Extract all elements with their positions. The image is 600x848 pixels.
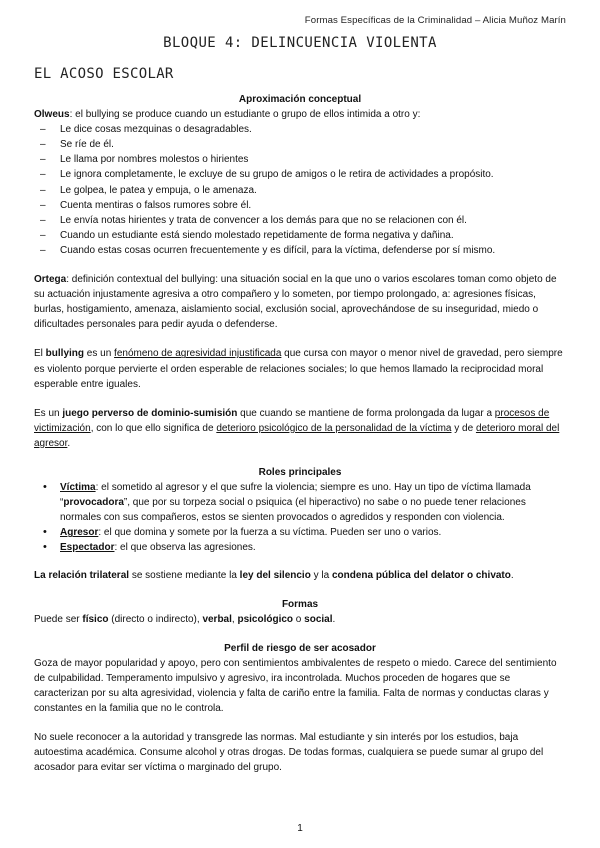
perfil-paragraph-1: Goza de mayor popularidad y apoyo, pero con sentimientos ambivalentes de respeto o miedo. Carece del sentimiento de culpabilidad. Temperamento impulsivo y agresivo, ira incontrolada. Muchos proceden de hogares que se caracterizan por su alta agresividad, violencia y falta de cariño entre la familia. Falta de normas y conductas claras y constantes en la familia que no le controla. (34, 657, 557, 715)
espectador-label: Espectador (60, 542, 115, 554)
list-item: – Le llama por nombres molestos o hirientes (34, 152, 566, 167)
text: : el que observa las agresiones. (114, 542, 256, 554)
list-item: – Le ignora completamente, le excluye de su grupo de amigos o le retira de actividades a propósito. (34, 167, 566, 182)
text-bold: La relación trilateral (34, 569, 130, 581)
list-item: – Cuenta mentiras o falsos rumores sobre él. (34, 198, 566, 213)
text-bold: juego perverso de dominio-sumisión (62, 407, 238, 419)
agresor-label: Agresor (60, 527, 99, 539)
list-item: – Le envía notas hirientes y trata de convencer a los demás para que no se relacionen con él. (34, 213, 566, 228)
text-bold: bullying (45, 348, 85, 360)
page-number: 1 (297, 823, 303, 834)
perfil-paragraph-2: No suele reconocer a la autoridad y transgrede las normas. Mal estudiante y sin interés por los estudios, baja autoestima académica. Consume alcohol y otras drogas. De todas formas, cualquiera se puede sumar al grupo del acosador para evitar ser víctima o marginado del grupo. (34, 732, 544, 774)
text-underlined: deterioro moral del agresor (34, 422, 560, 449)
text: : el sometido al agresor y el que sufre la violencia; siempre es uno. Hay un tipo de víctima llamada “ (60, 482, 531, 509)
list-item: – Cuando un estudiante está siendo molestado repetidamente de forma negativa y dañina. (34, 228, 566, 243)
text: o (293, 613, 305, 625)
spacer (34, 258, 566, 272)
spacer (34, 583, 566, 597)
text-bold: psicológico (237, 613, 294, 625)
section-title: EL ACOSO ESCOLAR (34, 66, 174, 82)
list-item: – Se ríe de él. (34, 137, 566, 152)
text: se sostiene mediante la (129, 569, 240, 581)
spacer (34, 392, 566, 406)
olweus-list (34, 122, 566, 258)
trilateral-paragraph (34, 568, 566, 583)
text: y de (451, 422, 476, 434)
text: es un (84, 348, 115, 360)
text-bold: condena pública del delator o chivato (331, 569, 511, 581)
text-underlined: fenómeno de agresividad injustificada (114, 348, 282, 360)
olweus-name: Olweus (34, 109, 70, 121)
heading-perfil: Perfil de riesgo de ser acosador (224, 642, 376, 654)
text-bold: físico (82, 613, 109, 625)
text: . (67, 437, 71, 449)
spacer (34, 451, 566, 465)
text-underlined: procesos de victimización (34, 407, 550, 434)
list-item: – Le golpea, le patea y empuja, o le amenaza. (34, 183, 566, 198)
text-bold: provocadora (63, 497, 124, 509)
text-bold: verbal (202, 613, 232, 625)
block-title: BLOQUE 4: DELINCUENCIA VIOLENTA (163, 35, 437, 51)
text: ”, que por su torpeza social o psiquica (el hiperactivo) no sabe o no puede tener relaciones normales con sus compañeros, estos se sienten provocados o agredidos y responden con violencia. (60, 497, 526, 524)
roles-list (34, 480, 566, 555)
role-agresor (34, 525, 566, 540)
text: . (510, 569, 514, 581)
formas-paragraph (34, 612, 566, 627)
text: , (231, 613, 238, 625)
role-victima (34, 480, 566, 525)
spacer (34, 556, 566, 568)
list-item: – Cuando estas cosas ocurren frecuentemente y es difícil, para la víctima, defenderse por sí mismo. (34, 243, 566, 258)
text: y la (310, 569, 332, 581)
text-bold: ley del silencio (239, 569, 311, 581)
document-body (34, 92, 566, 776)
text: que cuando se mantiene de forma prolongada da lugar a (237, 407, 495, 419)
bullying-paragraph (34, 346, 566, 391)
ortega-name: Ortega (34, 274, 67, 286)
text: : el que domina y somete por la fuerza a su víctima. Pueden ser uno o varios. (98, 527, 442, 539)
text: , con lo que ello significa de (90, 422, 217, 434)
text: que cursa con mayor o menor nivel de gravedad, pero siempre es violento porque pervierte el orden esperable de relaciones sociales; lo que hemos llamado la reciprocidad moral esperable entre iguales. (34, 348, 563, 390)
text: Puede ser (34, 613, 83, 625)
text: Es un (34, 407, 63, 419)
dominio-paragraph (34, 406, 566, 451)
victima-label: Víctima (60, 482, 96, 494)
running-header: Formas Específicas de la Criminalidad – Alicia Muñoz Marín (304, 15, 566, 26)
spacer (34, 332, 566, 346)
text-bold: social (304, 613, 333, 625)
olweus-paragraph (34, 107, 566, 122)
heading-formas: Formas (281, 598, 319, 610)
spacer (34, 627, 566, 641)
text: . (332, 613, 336, 625)
text: El (34, 348, 46, 360)
ortega-paragraph (34, 272, 566, 332)
text: (directo o indirecto), (108, 613, 203, 625)
list-item: – Le dice cosas mezquinas o desagradables. (34, 122, 566, 137)
heading-aproximacion: Aproximación conceptual (238, 94, 362, 105)
spacer (34, 716, 566, 730)
role-espectador (34, 540, 566, 555)
heading-roles: Roles principales (258, 466, 342, 478)
ortega-text: : definición contextual del bullying: una situación social en la que uno o varios escolares toman como objeto de su actuación injustamente agresiva a otro compañero y lo someten, por tiempo prolongado, a: agresiones físicas, burlas, hostigamiento, amenaza, aislamiento social, exclusión social, aprovechándose de su inseguridad, miedo o dificultades personales para pedir ayuda o defenderse. (34, 274, 557, 331)
text-underlined: deterioro psicológico de la personalidad de la víctima (216, 422, 452, 434)
olweus-text: : el bullying se produce cuando un estudiante o grupo de ellos intimida a otro y: (69, 109, 421, 121)
